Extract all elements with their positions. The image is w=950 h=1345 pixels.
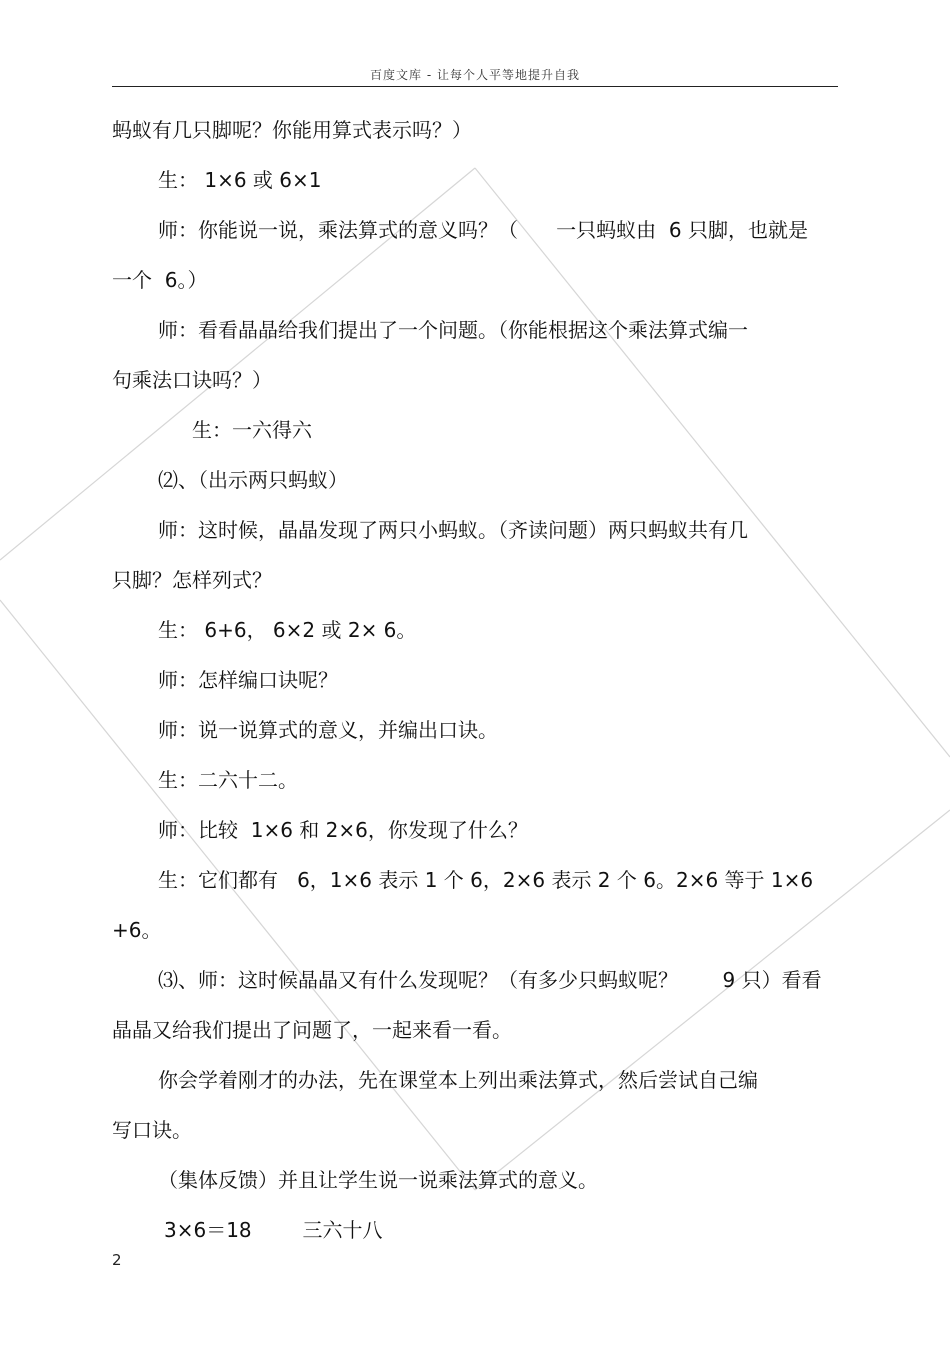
text-line: ⑶、师：这时候晶晶又有什么发现呢？（有多少只蚂蚁呢？ 9 只）看看 — [158, 968, 822, 992]
text-line: 写口诀。 — [112, 1118, 192, 1142]
text-line: 只脚？怎样列式？ — [112, 568, 272, 592]
page-number: 2 — [112, 1251, 122, 1269]
text-line: 师：这时候，晶晶发现了两只小蚂蚁。（齐读问题）两只蚂蚁共有几 — [158, 518, 748, 542]
text-line: 3×6＝18 三六十八 — [164, 1218, 383, 1242]
text-line: 师：看看晶晶给我们提出了一个问题。（你能根据这个乘法算式编一 — [158, 318, 748, 342]
text-line: 生：它们都有 6，1×6 表示 1 个 6，2×6 表示 2 个 6。2×6 等于 1×6 — [158, 868, 814, 892]
text-line: 句乘法口诀吗？） — [112, 368, 272, 392]
text-line: 生：二六十二。 — [158, 768, 298, 792]
text-line: （集体反馈）并且让学生说一说乘法算式的意义。 — [158, 1168, 598, 1192]
text-line: 师：你能说一说，乘法算式的意义吗？（ 一只蚂蚁由 6 只脚，也就是 — [158, 218, 808, 242]
text-line: +6。 — [112, 918, 162, 942]
text-line: 蚂蚁有几只脚呢？你能用算式表示吗？） — [112, 118, 472, 142]
text-line: 晶晶又给我们提出了问题了，一起来看一看。 — [112, 1018, 512, 1042]
text-line: 师：怎样编口诀呢？ — [158, 668, 338, 692]
text-line: 一个 6。） — [112, 268, 208, 292]
header-divider — [112, 86, 838, 87]
page-header: 百度文库 - 让每个人平等地提升自我 — [370, 68, 580, 82]
text-line: 师：比较 1×6 和 2×6，你发现了什么？ — [158, 818, 528, 842]
text-line: 师：说一说算式的意义，并编出口诀。 — [158, 718, 498, 742]
text-line: ⑵、（出示两只蚂蚁） — [158, 468, 348, 492]
text-line: 你会学着刚才的办法，先在课堂本上列出乘法算式，然后尝试自己编 — [158, 1068, 758, 1092]
text-line: 生：一六得六 — [192, 418, 312, 442]
text-line: 生： 1×6 或 6×1 — [158, 168, 322, 192]
text-line: 生： 6+6， 6×2 或 2× 6。 — [158, 618, 417, 642]
